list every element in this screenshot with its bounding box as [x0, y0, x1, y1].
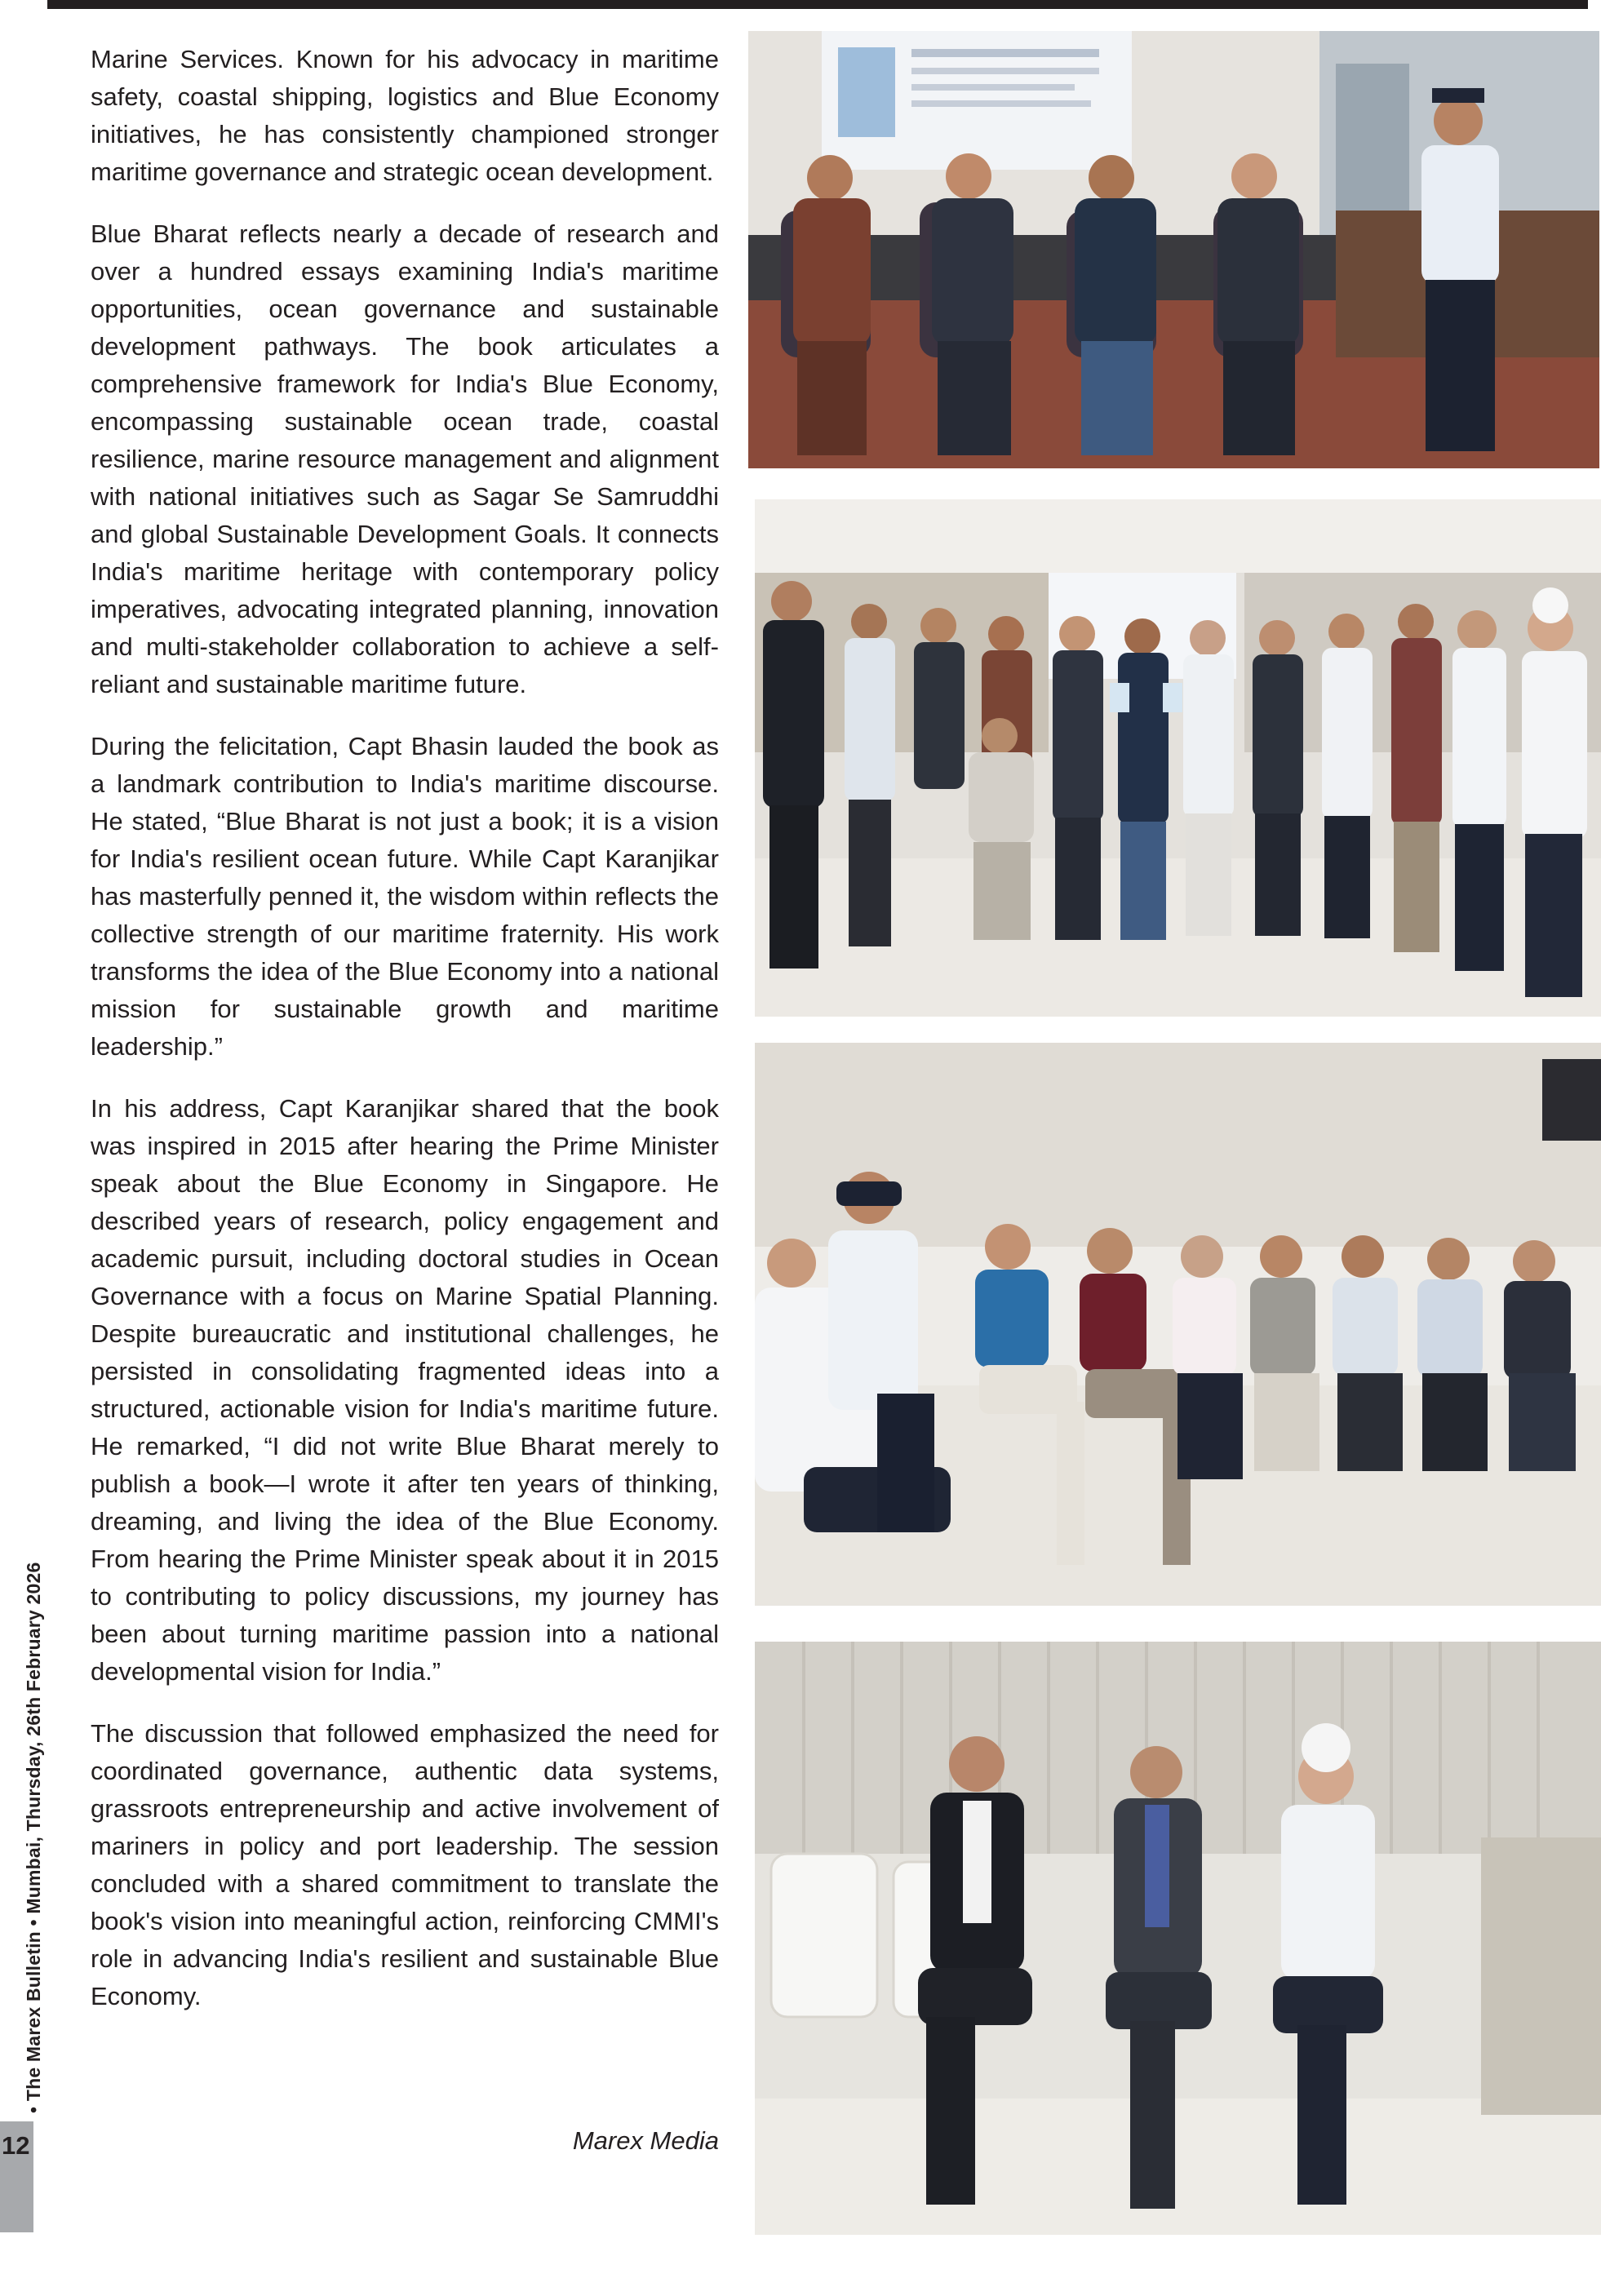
event-photo-group-book-launch — [755, 499, 1601, 1017]
article-paragraph: During the felicitation, Capt Bhasin lauded the book as a landmark contribution to India's maritime discourse. He stated, “Blue Bharat is not just a book; it is a vision for India's resilient ocean future. While Capt Karanjikar has masterfully penned it, the wisdom within reflects the collective strength of our maritime fraternity. His work transforms the idea of the Blue Economy into a national mission for sustainable growth and maritime leadership.” — [91, 732, 719, 1061]
page-number: 12 — [2, 2131, 30, 2160]
top-rule — [47, 0, 1588, 9]
article-signoff: Marex Media — [572, 2126, 719, 2155]
event-photo-three-guests — [755, 1642, 1601, 2235]
article-paragraph: Blue Bharat reflects nearly a decade of research and over a hundred essays examining India's maritime opportunities, ocean governance and sustainable development pathways. The book articulates a comprehensive framework for India's Blue Economy, encompassing sustainable ocean trade, coastal resilience, marine resource management and alignment with national initiatives such as Sagar Se Samruddhi and global Sustainable Development Goals. It connects India's maritime heritage with contemporary policy imperatives, advocating integrated planning, innovation and multi-stakeholder collaboration to achieve a self-reliant and sustainable maritime future. — [91, 219, 719, 698]
article-body — [91, 41, 719, 2040]
event-photo-audience — [755, 1043, 1601, 1606]
article-paragraph: The discussion that followed emphasized the need for coordinated governance, authentic data systems, grassroots entrepreneurship and active involvement of mariners in policy and port leadership. The session concluded with a shared commitment to translate the book's vision into meaningful action, reinforcing CMMI's role in advancing India's resilient and sustainable Blue Economy. — [91, 1719, 719, 2010]
article-paragraph: Marine Services. Known for his advocacy in maritime safety, coastal shipping, logistics and Blue Economy initiatives, he has consistently championed stronger maritime governance and strategic ocean development. — [91, 45, 719, 186]
running-head: • The Marex Bulletin • Mumbai, Thursday, 26th February 2026 — [23, 1562, 44, 2113]
article-paragraph: In his address, Capt Karanjikar shared that the book was inspired in 2015 after hearing the Prime Minister speak about the Blue Economy in Singapore. He described years of research, policy engagement and academic pursuit, including doctoral studies in Ocean Governance with a focus on Marine Spatial Planning. Despite bureaucratic and institutional challenges, he persisted in consolidating fragmented ideas into a structured, actionable vision for India's maritime future. He remarked, “I did not write Blue Bharat merely to publish a book—I wrote it after ten years of thinking, dreaming, and living the idea of the Blue Economy. From hearing the Prime Minister speak about it in 2015 to contributing to policy discussions, my journey has been about turning maritime passion into a national developmental vision for India.” — [91, 1094, 719, 1686]
event-photo-seated-panel — [748, 31, 1599, 468]
